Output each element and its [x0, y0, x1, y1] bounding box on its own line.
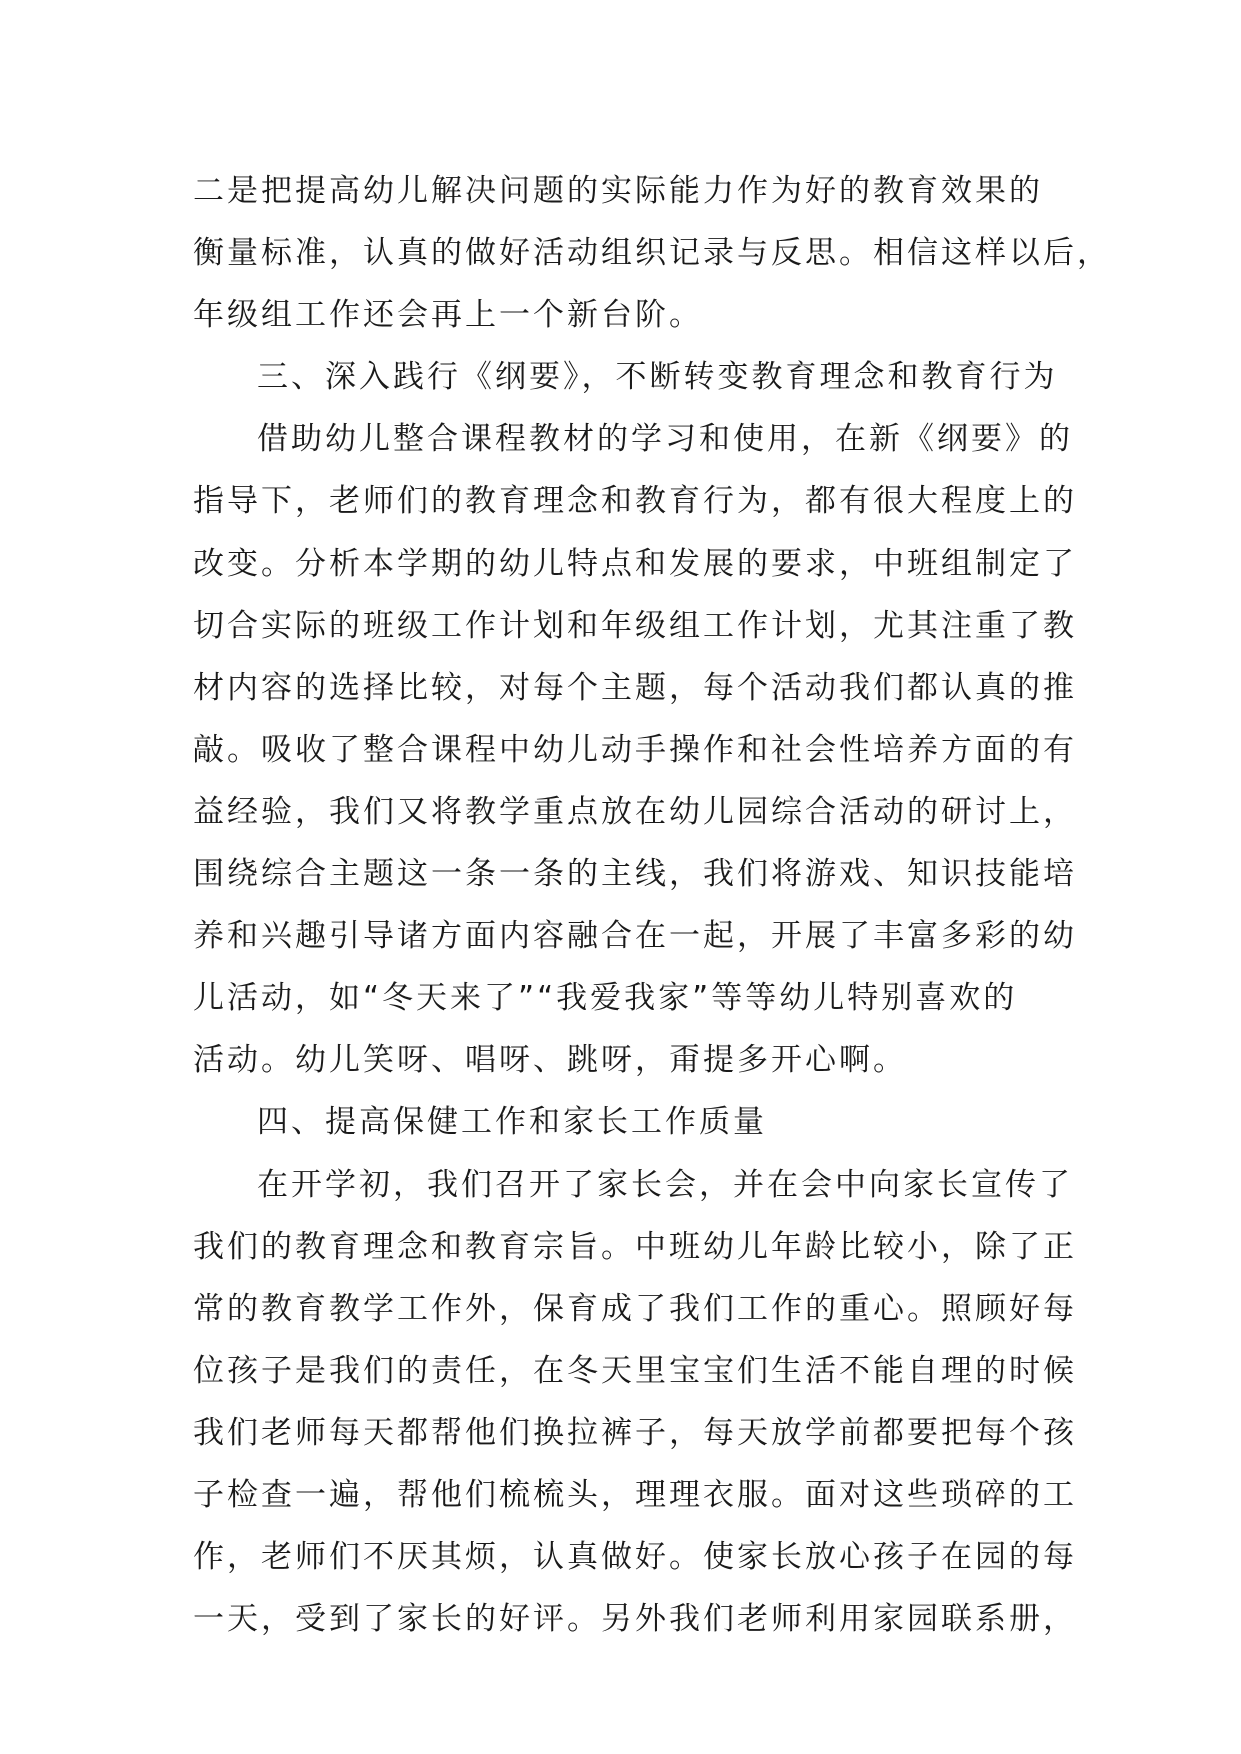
text-line: 年级组工作还会再上一个新台阶。 [193, 297, 703, 334]
text-line: 敲。吸收了整合课程中幼儿动手操作和社会性培养方面的有 [193, 731, 1077, 768]
text-line: 一天，受到了家长的好评。另外我们老师利用家园联系册， [193, 1601, 1077, 1638]
text-line: 子检查一遍，帮他们梳梳头，理理衣服。面对这些琐碎的工 [193, 1476, 1077, 1513]
document-body [193, 160, 1111, 1650]
text-line: 切合实际的班级工作计划和年级组工作计划，尤其注重了教 [193, 607, 1077, 644]
text-line: 位孩子是我们的责任，在冬天里宝宝们生活不能自理的时候 [193, 1352, 1077, 1389]
text-line: 活动。幼儿笑呀、唱呀、跳呀，甭提多开心啊。 [193, 1042, 907, 1079]
text-line: 常的教育教学工作外，保育成了我们工作的重心。照顾好每 [193, 1290, 1077, 1327]
paragraph-first-line: 借助幼儿整合课程教材的学习和使用，在新《纲要》的 [257, 421, 1073, 458]
text-line: 指导下，老师们的教育理念和教育行为，都有很大程度上的 [193, 483, 1077, 520]
text-line: 改变。分析本学期的幼儿特点和发展的要求，中班组制定了 [193, 545, 1077, 582]
text-line: 作，老师们不厌其烦，认真做好。使家长放心孩子在园的每 [193, 1539, 1077, 1576]
paragraph-first-line: 在开学初，我们召开了家长会，并在会中向家长宣传了 [257, 1166, 1073, 1203]
paragraph-first-line: 四、提高保健工作和家长工作质量 [257, 1104, 767, 1141]
text-line: 我们老师每天都帮他们换拉裤子，每天放学前都要把每个孩 [193, 1414, 1077, 1451]
text-line: 益经验，我们又将教学重点放在幼儿园综合活动的研讨上， [193, 793, 1077, 830]
text-line: 我们的教育理念和教育宗旨。中班幼儿年龄比较小，除了正 [193, 1228, 1077, 1265]
text-line: 材内容的选择比较，对每个主题，每个活动我们都认真的推 [193, 669, 1077, 706]
text-line: 儿活动，如“冬天来了”“我爱我家”等等幼儿特别喜欢的 [193, 980, 1018, 1017]
text-line: 二是把提高幼儿解决问题的实际能力作为好的教育效果的 [193, 173, 1043, 209]
text-line: 养和兴趣引导诸方面内容融合在一起，开展了丰富多彩的幼 [193, 918, 1077, 955]
paragraph-first-line: 三、深入践行《纲要》，不断转变教育理念和教育行为 [257, 359, 1058, 396]
text-line: 围绕综合主题这一条一条的主线，我们将游戏、知识技能培 [193, 856, 1077, 893]
text-line: 衡量标准，认真的做好活动组织记录与反思。相信这样以后， [193, 235, 1111, 272]
